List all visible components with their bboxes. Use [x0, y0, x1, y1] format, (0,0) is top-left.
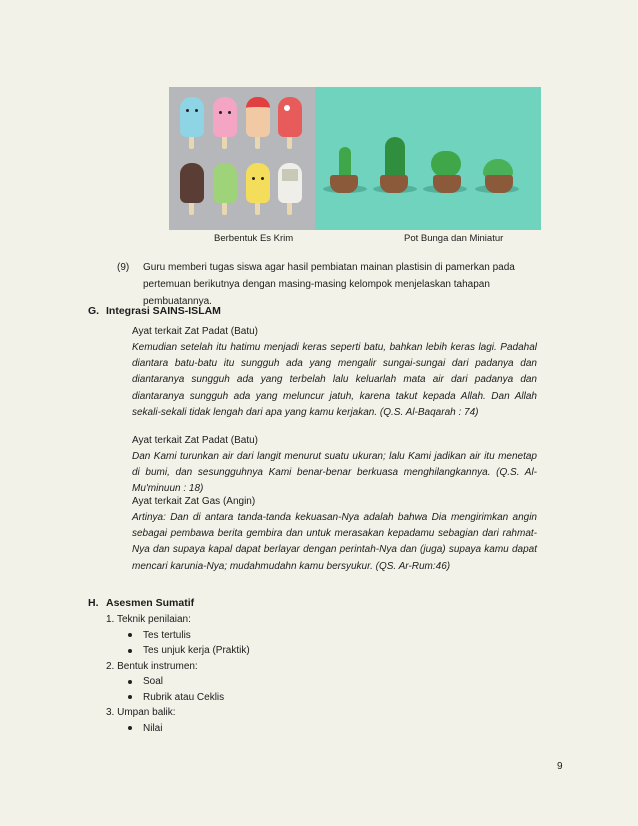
verse-title: Ayat terkait Zat Padat (Batu): [132, 435, 258, 446]
step-number: (9): [117, 262, 130, 273]
section-letter: H.: [88, 597, 99, 609]
list-item: 1. Teknik penilaian:: [106, 614, 191, 625]
list-subitem: [128, 643, 250, 659]
verse-block-2: [132, 433, 537, 498]
subitem-text: Soal: [143, 676, 164, 687]
figure-caption-pot: Pot Bunga dan Miniatur: [404, 233, 504, 244]
verse-block-3: [132, 494, 537, 575]
verse-title: Ayat terkait Zat Padat (Batu): [132, 326, 258, 337]
list-subitem: [128, 674, 250, 690]
bullet-icon: [128, 649, 132, 653]
step-9-paragraph: [117, 259, 537, 310]
figure-images: [169, 87, 541, 230]
section-g-heading: [88, 305, 221, 317]
list-item: 2. Bentuk instrumen:: [106, 660, 198, 672]
assessment-list: [106, 612, 250, 736]
bullet-icon: [128, 680, 132, 684]
page-number: 9: [557, 761, 563, 772]
section-letter: G.: [88, 305, 100, 317]
section-title: Integrasi SAINS-ISLAM: [106, 305, 221, 317]
icecream-clay-image: [169, 87, 315, 230]
section-h-heading: [88, 597, 194, 609]
verse-block-1: [132, 324, 537, 421]
list-subitem: [128, 628, 250, 644]
cactus-pot-clay-image: [315, 87, 541, 230]
subitem-text: Tes unjuk kerja (Praktik): [143, 645, 250, 656]
bullet-icon: [128, 633, 132, 637]
list-subitem: [128, 721, 250, 737]
step-text: Guru memberi tugas siswa agar hasil pembiatan mainan plastisin di pamerkan pada pertemuan berikutnya dengan masing-masing kelompok menjelaskan tahapan pembuatannya.: [143, 262, 515, 307]
verse-title: Ayat terkait Zat Gas (Angin): [132, 496, 256, 507]
bullet-icon: [128, 695, 132, 699]
list-item: 3. Umpan balik:: [106, 707, 176, 718]
section-title: Asesmen Sumatif: [106, 597, 195, 609]
figure-caption-icecream: Berbentuk Es Krim: [214, 233, 294, 244]
subitem-text: Tes tertulis: [143, 629, 191, 641]
list-subitem: [128, 690, 250, 706]
subitem-text: Nilai: [143, 722, 163, 734]
verse-text: Kemudian setelah itu hatimu menjadi keras seperti batu, bahkan lebih keras lagi. Padahal diantara batu-batu itu sungguh ada yang mengalir sungai-sungai dari padanya dan diantaranya sungguh ada yang terbelah lalu keluarlah mata air dari padanya dan diantaranya sungguh ada yang meluncur jatuh, karena takut kepada Allah. Dan Allah sekali-sekali tidak lengah dari apa yang kamu kerjakan. (Q.S. Al-Baqarah : 74): [132, 342, 537, 418]
verse-text: Dan Kami turunkan air dari langit menurut suatu ukuran; lalu Kami jadikan air itu menetap di bumi, dan sesungguhnya Kami benar-benar berkuasa menghilangkannya. (Q.S. Al-Mu'minuun : 18): [132, 451, 537, 495]
bullet-icon: [128, 726, 132, 730]
subitem-text: Rubrik atau Ceklis: [143, 691, 225, 703]
verse-text: Artinya: Dan di antara tanda-tanda kekuasan-Nya adalah bahwa Dia mengirimkan angin sebagai pembawa berita gembira dan untuk merasakan kepadamu sebagian dari rahmat-Nya dan supaya kapal dapat berlayar dengan perintah-Nya dan (juga) supaya kamu dapat mencari karunia-Nya; mudahmudahn kamu bersyukur. (QS. Ar-Rum:46): [132, 512, 537, 572]
